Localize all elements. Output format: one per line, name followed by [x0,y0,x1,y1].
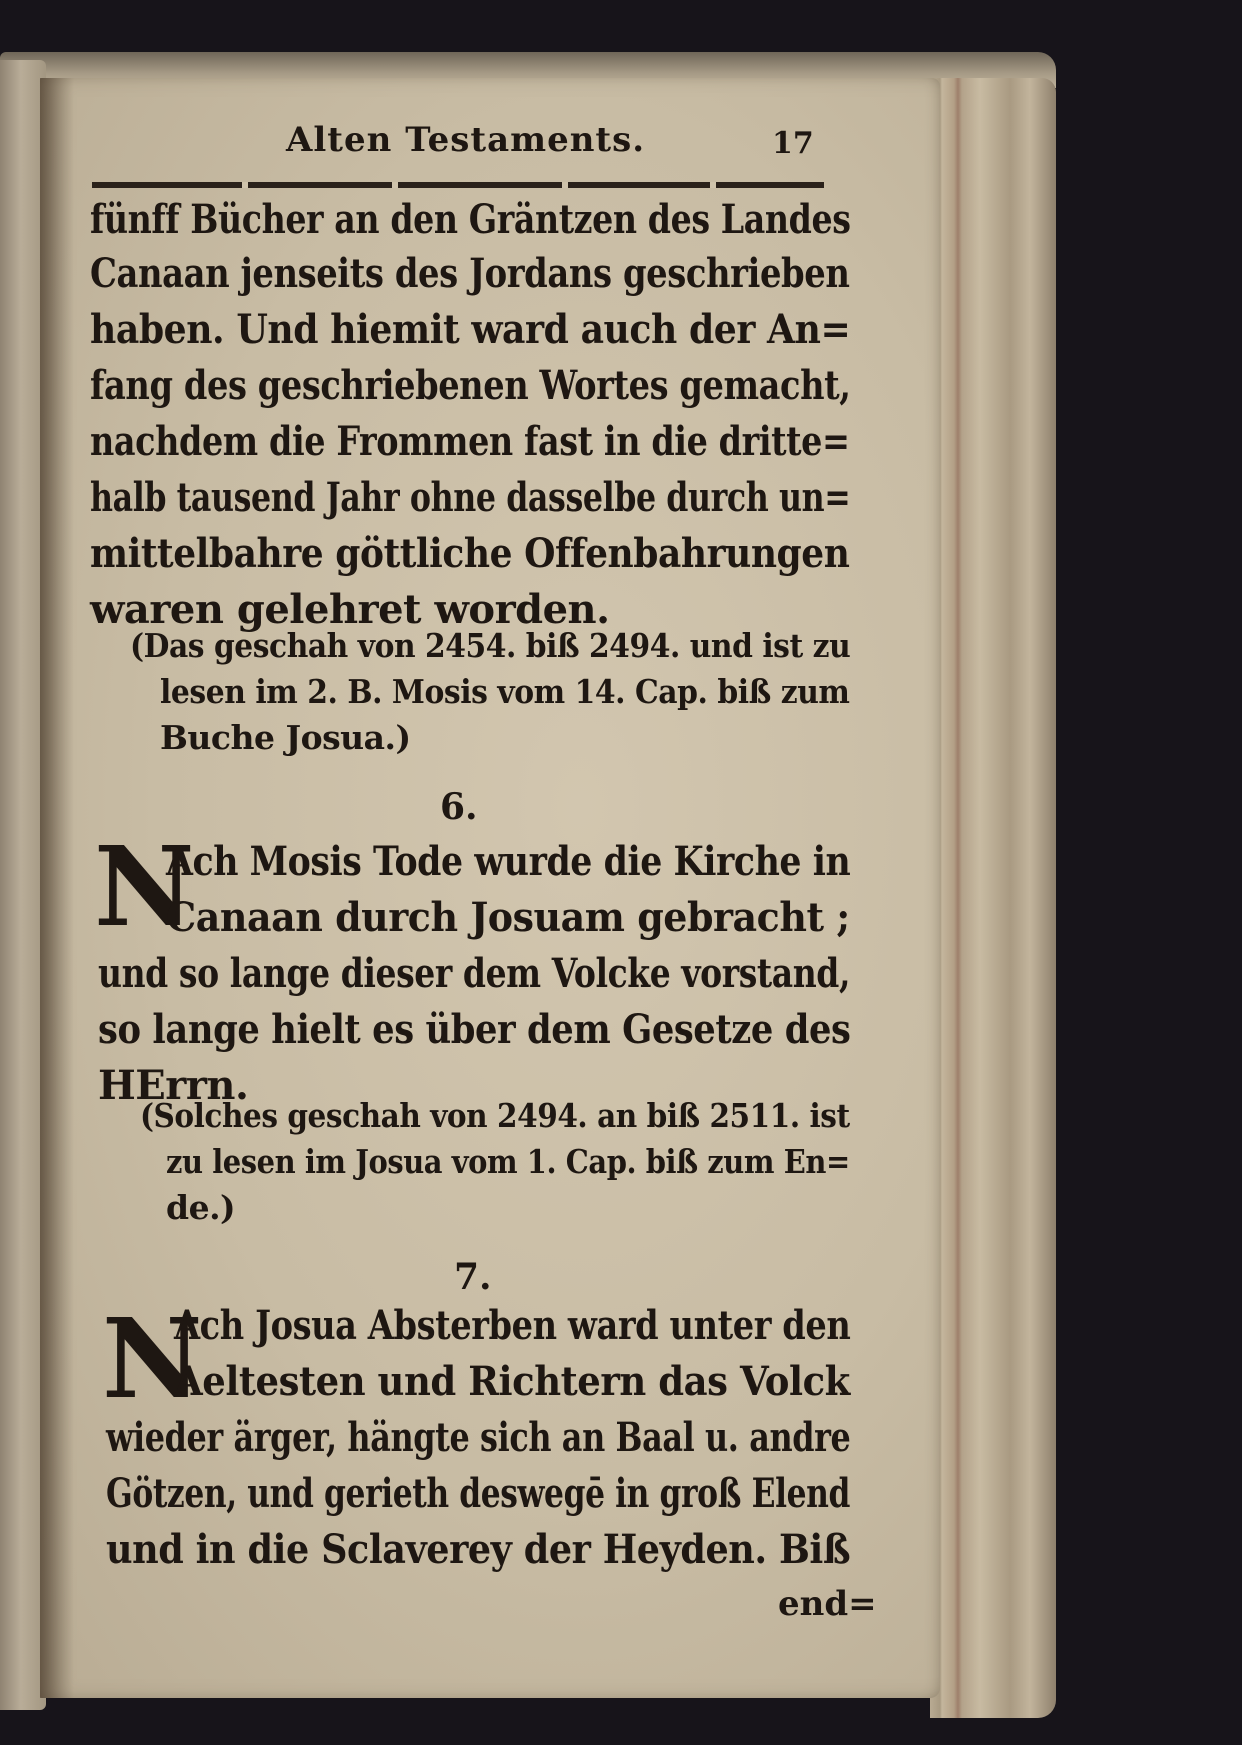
body-line: mittelbahre göttliche Offenbahrungen [90,530,850,577]
body-line: halb tausend Jahr ohne dasselbe durch un= [90,474,851,521]
running-title: Alten Testaments. [286,120,646,160]
page-number: 17 [772,126,814,161]
note-line: Buche Josua.) [160,718,411,757]
body-line: Ach Josua Absterben ward unter den [174,1302,851,1349]
body-line: so lange hielt es über dem Gesetze des [98,1006,851,1053]
note-line: zu lesen im Josua vom 1. Cap. biß zum En= [166,1142,850,1181]
body-line: HErrn. [98,1062,249,1109]
gutter-shadow [40,78,74,1698]
body-line: Canaan jenseits des Jordans geschrieben [90,250,850,297]
body-line: fang des geschriebenen Wortes gemacht, [90,362,851,409]
body-line: nachdem die Frommen fast in die dritte= [90,418,850,465]
page-fore-edges [930,78,1056,1718]
catchword: end= [778,1584,877,1624]
body-line: und in die Sclaverey der Heyden. Biß [106,1526,851,1573]
body-line: Canaan durch Josuam gebracht ; [166,894,850,941]
note-line: lesen im 2. B. Mosis vom 14. Cap. biß zum [160,672,850,711]
note-line: (Das geschah von 2454. biß 2494. und ist zu [130,626,851,665]
body-line: fünff Bücher an den Gräntzen des Landes [90,196,851,243]
body-line: Ach Mosis Tode wurde die Kirche in [166,838,851,885]
note-line: (Solches geschah von 2494. an biß 2511. ist [140,1096,850,1135]
body-line: haben. Und hiemit ward auch der An= [90,306,851,353]
drop-initial: N [102,1294,203,1423]
body-line: Götzen, und gerieth deswegē in groß Elend [106,1470,850,1517]
body-line: wieder ärger, hängte sich an Baal u. andre [106,1414,851,1461]
note-line: de.) [166,1188,236,1227]
drop-initial: N [94,822,195,951]
section-number: 6. [440,786,478,828]
body-line: waren gelehret worden. [90,586,610,633]
body-line: und so lange dieser dem Volcke vorstand, [98,950,851,997]
section-number: 7. [454,1256,492,1298]
header-rule [92,182,824,188]
body-line: Aeltesten und Richtern das Volck [174,1358,850,1405]
